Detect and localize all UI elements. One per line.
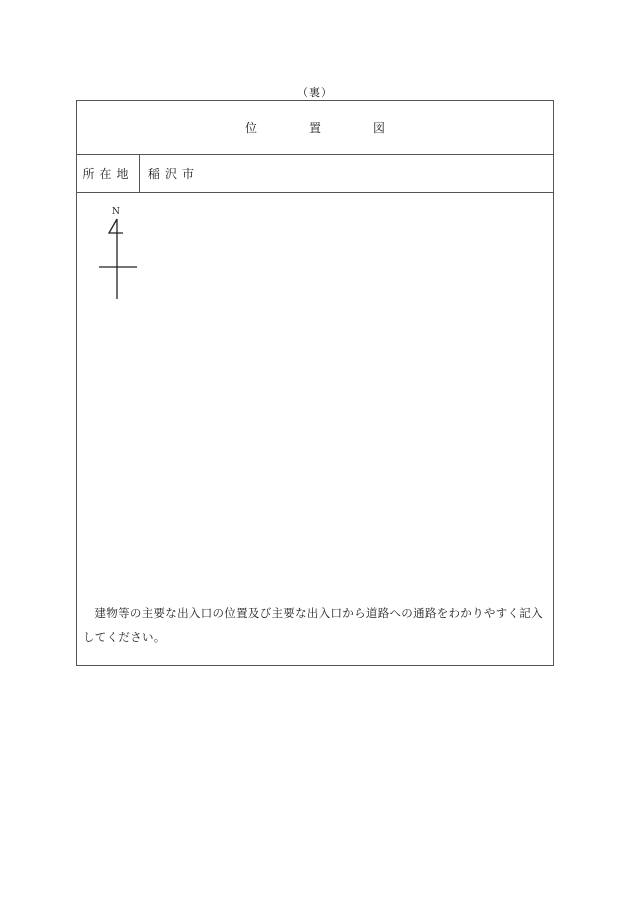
- map-drawing-area[interactable]: [77, 193, 553, 665]
- title-char-1: 位: [244, 121, 257, 135]
- form-title: [77, 101, 553, 155]
- location-value[interactable]: 稲沢市: [148, 166, 200, 181]
- title-char-3: 図: [373, 121, 386, 135]
- position-map-form: [76, 100, 554, 666]
- north-label: N: [112, 207, 120, 217]
- instruction-text: 建物等の主要な出入口の位置及び主要な出入口から道路への通路をわかりやすく記入してください。: [83, 606, 543, 644]
- north-arrow-graphic: [97, 207, 141, 303]
- page-side-label: （裏）: [297, 86, 333, 99]
- location-row: [77, 154, 553, 193]
- title-char-2: 置: [308, 121, 321, 135]
- north-arrow-icon: [97, 207, 141, 303]
- location-label: 所在地: [77, 154, 140, 192]
